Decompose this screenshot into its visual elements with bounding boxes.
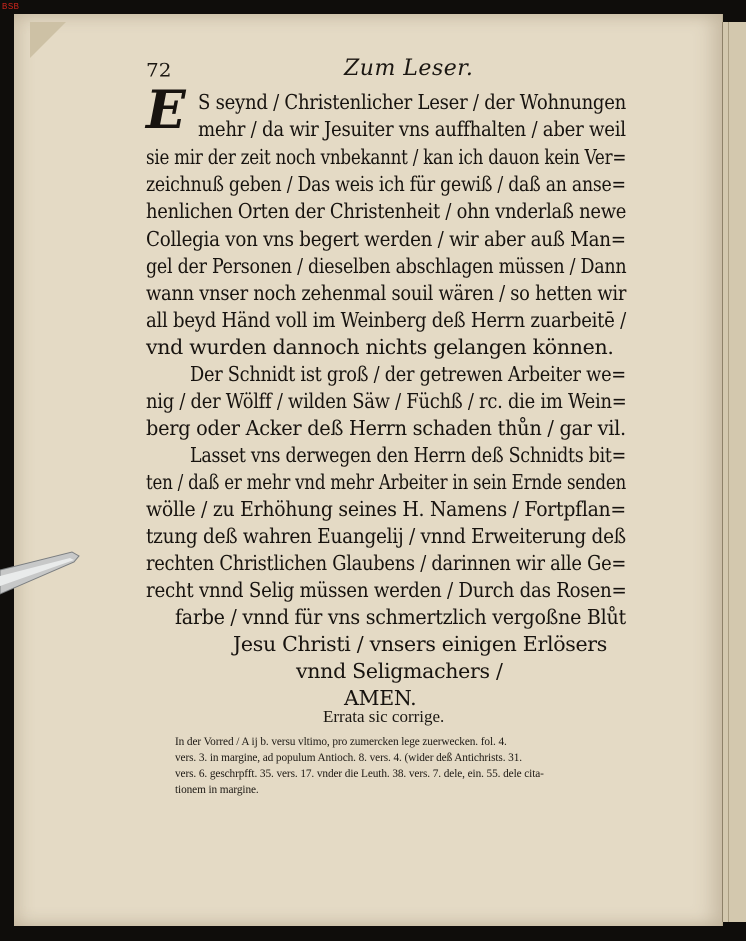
errata-line: vers. 3. in margine, ad populum Antioch. 8. vers. 4. (wider deß Antichrists. 31.: [175, 752, 522, 764]
body-text-line: rechten Christlichen Glaubens / darinnen wir alle Ge=: [146, 551, 627, 575]
body-text-line: henlichen Orten der Christenheit / ohn vnderlaß newe: [146, 199, 627, 223]
body-text-line: recht vnnd Selig müssen werden / Durch das Rosen=: [146, 578, 627, 602]
errata-line: tionem in margine.: [175, 784, 259, 796]
body-text-line: wann vnser noch zehenmal souil wären / so hetten wir: [146, 281, 627, 305]
errata-line: In der Vorred / A ij b. versu vltimo, pro zumercken lege zuerwecken. fol. 4.: [175, 736, 507, 748]
body-text-line: Jesu Christi / vnsers einigen Erlösers: [233, 632, 608, 656]
body-text-line: sie mir der zeit noch vnbekannt / kan ich dauon kein Ver=: [146, 145, 627, 169]
body-text-line: all beyd Händ voll im Weinberg deß Herrn zuarbeitē /: [146, 308, 626, 332]
body-text-line: berg oder Acker deß Herrn schaden thůn / gar vil.: [146, 416, 626, 440]
body-text-line: nig / der Wölff / wilden Säw / Füchß / rc. die im Wein=: [146, 389, 627, 413]
body-text-line: S seynd / Christenlicher Leser / der Wohnungen: [198, 90, 627, 114]
library-watermark: BSB: [2, 2, 20, 11]
page-number: 72: [146, 58, 172, 82]
body-text-line: vnnd Seligmachers /: [296, 659, 503, 683]
page-holder-pointer-icon: [0, 546, 80, 606]
body-text-line: zeichnuß geben / Das weis ich für gewiß / daß an anse=: [146, 172, 626, 196]
body-text-line: vnd wurden dannoch nichts gelangen können.: [146, 335, 614, 359]
body-text-line: wölle / zu Erhöhung seines H. Namens / Fortpflan=: [146, 497, 626, 521]
body-text-line: Der Schnidt ist groß / der getrewen Arbeiter we=: [190, 362, 626, 386]
body-text-line: ten / daß er mehr vnd mehr Arbeiter in sein Ernde senden: [146, 470, 627, 494]
drop-cap-initial: E: [146, 80, 186, 141]
errata-heading: Errata sic corrige.: [323, 707, 445, 726]
running-head: Zum Leser.: [344, 56, 474, 81]
body-text-line: gel der Personen / dieselben abschlagen müssen / Dann: [146, 254, 627, 278]
body-text-line: Lasset vns derwegen den Herrn deß Schnidts bit=: [190, 443, 626, 467]
body-text-line: tzung deß wahren Euangelij / vnnd Erweiterung deß: [146, 524, 626, 548]
body-text-line: Collegia von vns begert werden / wir aber auß Man=: [146, 227, 626, 251]
body-text-line: AMEN.: [344, 686, 417, 710]
errata-line: vers. 6. geschrpfft. 35. vers. 17. vnder die Leuth. 38. vers. 7. dele, ein. 55. dele cita-: [175, 768, 544, 780]
body-text-line: farbe / vnnd für vns schmertzlich vergoßne Blůt: [175, 605, 626, 629]
body-text-line: mehr / da wir Jesuiter vns auffhalten / aber weil: [198, 117, 626, 141]
